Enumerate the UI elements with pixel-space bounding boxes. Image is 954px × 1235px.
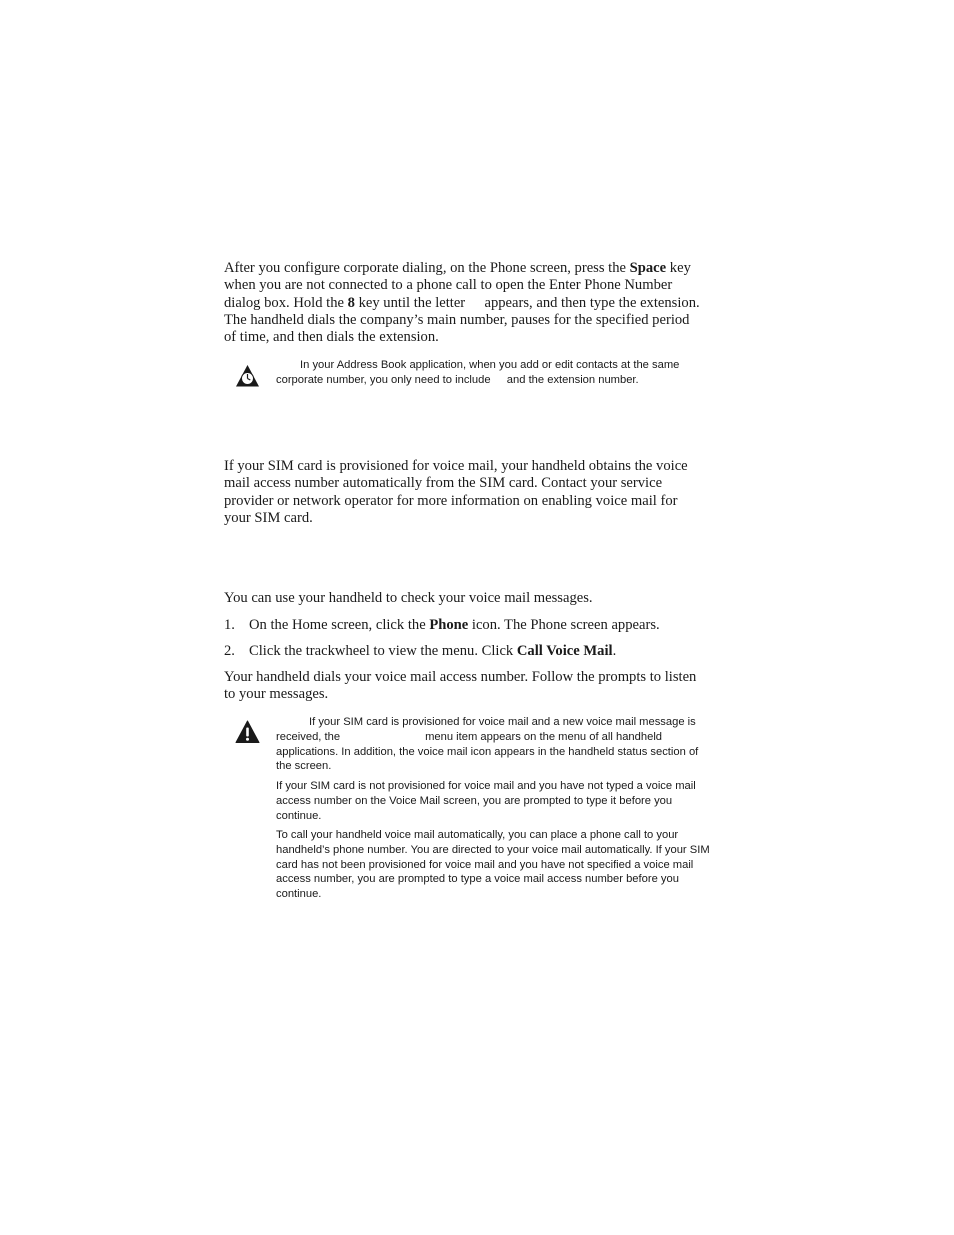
call-voice-mail-label: Call Voice Mail (516, 643, 613, 659)
corporate-dialing-paragraph: After you configure corporate dialing, on the Phone screen, press the Space key when you are not connected to a phone call to open the Enter Phone Number dialog box. Hold the 8 key until the letter appears, and then type the extension. The handheld dials the company’s main number, pauses for the specified period of time, and then dials the extension. (224, 260, 700, 346)
phone-icon-label: Phone (429, 617, 469, 633)
step-1: 1. On the Home screen, click the Phone icon. The Phone screen appears. (224, 617, 660, 633)
voice-mail-note-3: To call your handheld voice mail automatically, you can place a phone call to your handheld’s phone number. You are directed to your voice mail automatically. If your SIM card has not been provisioned for voice mail and you have not specified a voice mail access number, you are prompted to type a voice mail access number before you continue. (276, 829, 710, 901)
sim-voice-mail-paragraph: If your SIM card is provisioned for voice mail, your handheld obtains the voice mail access number automatically from the SIM card. Contact your service provider or network operator for more information on enabling voice mail for your SIM card. (224, 458, 688, 526)
check-voice-mail-intro: You can use your handheld to check your voice mail messages. (224, 590, 593, 606)
dial-voice-mail-paragraph: Your handheld dials your voice mail access number. Follow the prompts to listen to your messages. (224, 669, 697, 703)
space-key-label: Space (629, 260, 667, 276)
step-2: 2. Click the trackwheel to view the menu. Click Call Voice Mail. (224, 643, 617, 659)
address-book-tip: In your Address Book application, when you add or edit contacts at the same corporate number, you only need to include and the extension number. (276, 359, 680, 386)
voice-mail-note-1: If your SIM card is provisioned for voice mail and a new voice mail message is received, the menu item appears on the menu of all handheld applications. In addition, the voice mail icon appears in the handheld status section of the screen. (276, 716, 699, 773)
tip-clock-icon (235, 364, 260, 388)
warning-icon (235, 720, 260, 744)
eight-key-label: 8 (347, 294, 355, 311)
voice-mail-note-2: If your SIM card is not provisioned for voice mail and you have not typed a voice mail access number on the Voice Mail screen, you are prompted to type it before you continue. (276, 780, 696, 822)
